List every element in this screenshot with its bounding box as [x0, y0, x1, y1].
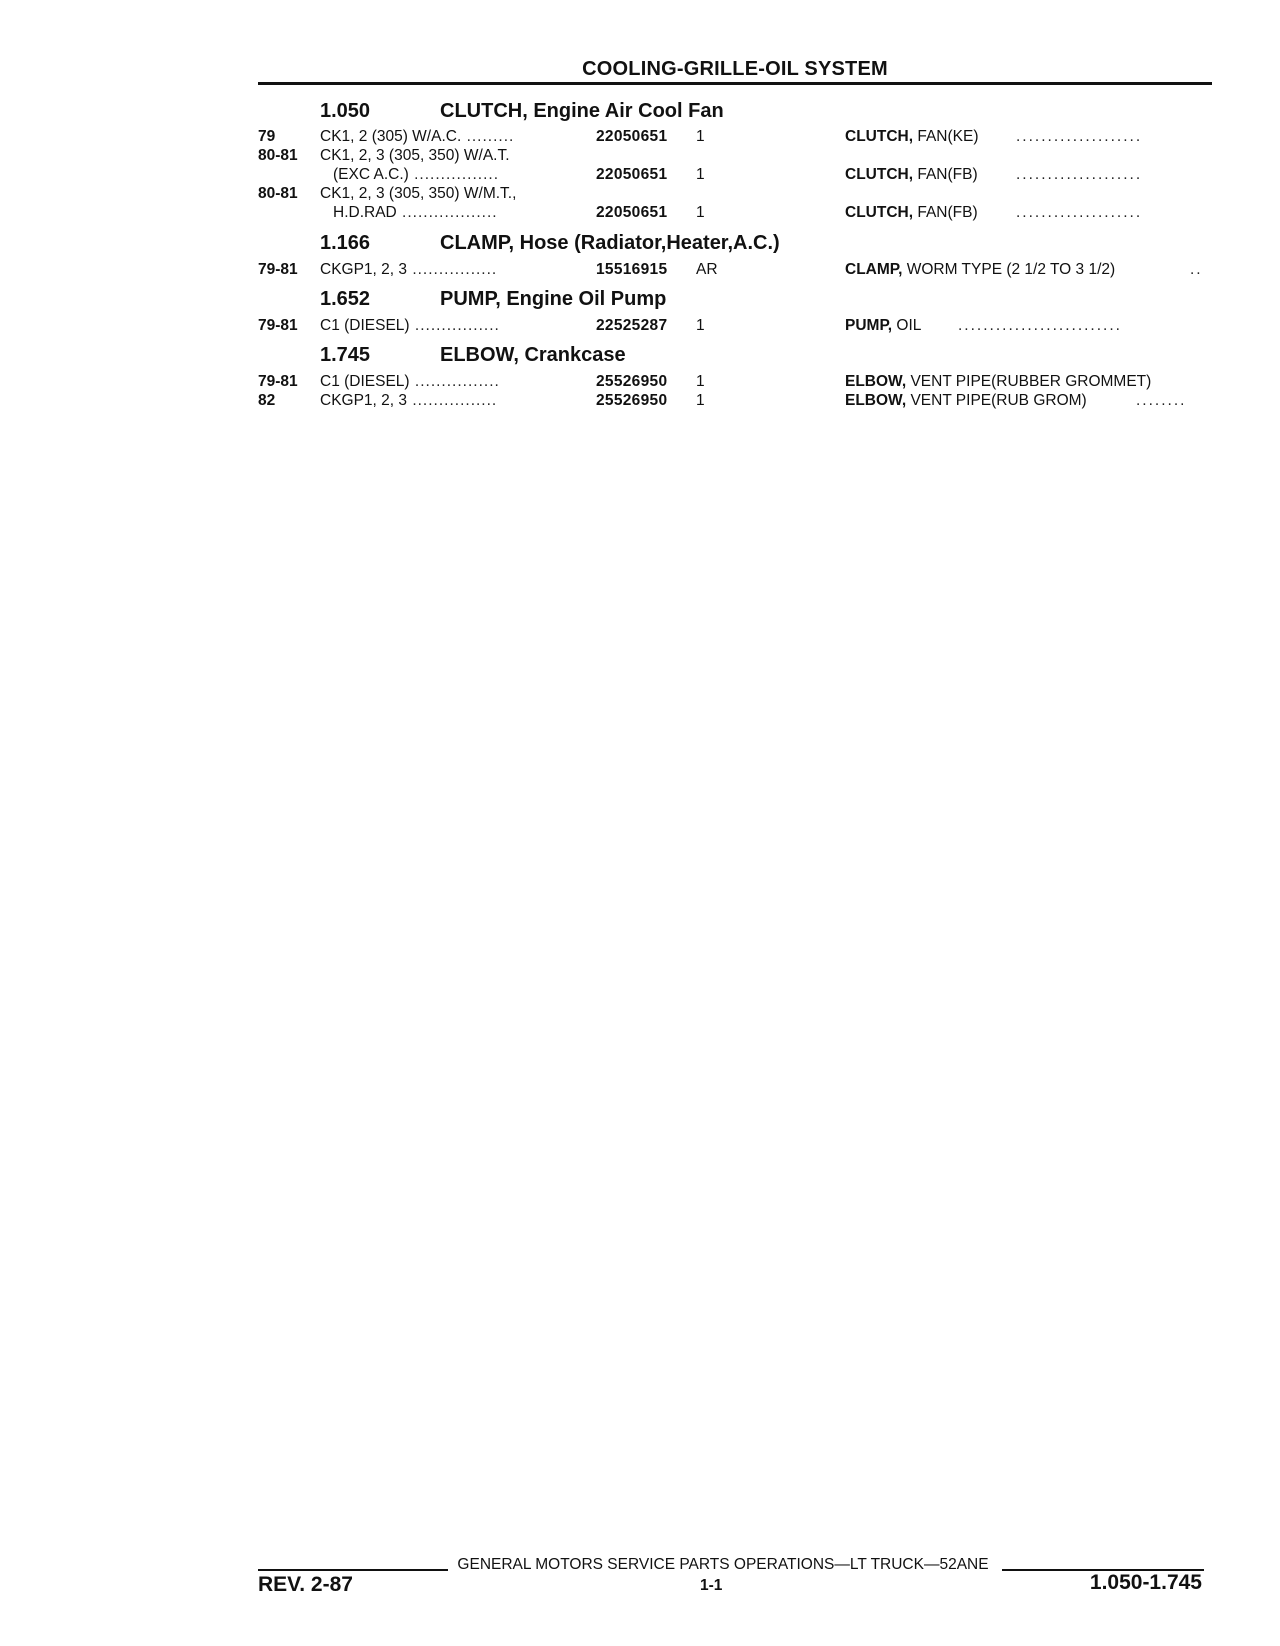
- description-text: FAN(FB): [913, 166, 978, 183]
- parts-row: [0, 392, 1280, 410]
- section-range: 1.050-1.745: [1089, 1571, 1202, 1594]
- leader-dots: ....................: [1016, 128, 1143, 145]
- revision-label: REV. 2-87: [258, 1573, 353, 1596]
- year-cell: 82: [258, 392, 276, 409]
- leader-dots: ................: [409, 373, 500, 390]
- year-cell: 80-81: [258, 147, 298, 164]
- model-cell: [333, 166, 499, 184]
- quantity: 1: [696, 204, 705, 221]
- leader-dots: ................: [409, 317, 500, 334]
- model-text: CKGP1, 2, 3: [320, 392, 408, 409]
- year-cell: 79: [258, 128, 276, 145]
- parts-row: [0, 373, 1280, 391]
- year-cell: 79-81: [258, 373, 298, 390]
- section-title: CLUTCH, Engine Air Cool Fan: [440, 100, 724, 122]
- leader-dots: .........: [461, 128, 515, 145]
- description-text: FAN(KE): [913, 128, 979, 145]
- model-text: (EXC A.C.): [333, 166, 409, 183]
- footer-publisher: GENERAL MOTORS SERVICE PARTS OPERATIONS—LT TRUCK—52ANE: [457, 1556, 989, 1573]
- year-cell: 80-81: [258, 185, 298, 202]
- description: [845, 373, 1151, 391]
- parts-row: [0, 261, 1280, 279]
- model-cell: CK1, 2, 3 (305, 350) W/M.T.,: [320, 185, 517, 202]
- parts-row: [0, 185, 1280, 203]
- quantity: 1: [696, 128, 705, 145]
- leader-dots: ..........................: [958, 317, 1122, 334]
- description-keyword: CLUTCH,: [845, 204, 914, 221]
- leader-dots: ................: [408, 166, 500, 183]
- section-number: 1.745: [320, 344, 371, 366]
- leader-dots: ................: [407, 261, 498, 278]
- model-cell: [320, 128, 514, 146]
- description-keyword: CLAMP,: [845, 261, 903, 278]
- quantity: 1: [696, 166, 705, 183]
- parts-row-continuation: [0, 166, 1280, 184]
- section-title: CLAMP, Hose (Radiator,Heater,A.C.): [440, 232, 780, 254]
- parts-row-continuation: [0, 204, 1280, 222]
- year-cell: 79-81: [258, 261, 298, 278]
- description: [845, 204, 978, 222]
- description-keyword: PUMP,: [845, 317, 893, 334]
- parts-row: [0, 147, 1280, 165]
- leader-dots: ................: [407, 392, 498, 409]
- part-number: 25526950: [596, 373, 668, 390]
- section-number: 1.652: [320, 288, 371, 310]
- quantity: 1: [696, 317, 705, 334]
- leader-dots: ..................: [396, 204, 498, 221]
- model-cell: [320, 261, 497, 279]
- section-number: 1.166: [320, 232, 371, 254]
- quantity: 1: [696, 392, 705, 409]
- part-number: 15516915: [596, 261, 668, 278]
- page-number: 1-1: [700, 1577, 723, 1594]
- leader-dots: ....................: [1016, 204, 1143, 221]
- model-text: CKGP1, 2, 3: [320, 261, 408, 278]
- model-cell: CK1, 2, 3 (305, 350) W/A.T.: [320, 147, 510, 164]
- description-keyword: ELBOW,: [845, 392, 907, 409]
- part-number: 25526950: [596, 392, 668, 409]
- description-keyword: ELBOW,: [845, 373, 907, 390]
- model-cell: [320, 373, 500, 391]
- model-cell: [320, 317, 500, 335]
- footer-rule: [258, 1569, 448, 1571]
- parts-row: [0, 128, 1280, 146]
- description-text: VENT PIPE(RUBBER GROMMET): [906, 373, 1152, 390]
- model-text: C1 (DIESEL): [320, 373, 410, 390]
- section-title: ELBOW, Crankcase: [440, 344, 626, 366]
- description-text: WORM TYPE (2 1/2 TO 3 1/2): [902, 261, 1116, 278]
- description-keyword: CLUTCH,: [845, 166, 914, 183]
- description-keyword: CLUTCH,: [845, 128, 914, 145]
- quantity: 1: [696, 373, 705, 390]
- description: [845, 317, 921, 335]
- model-text: CK1, 2 (305) W/A.C.: [320, 128, 462, 145]
- description-text: OIL: [892, 317, 922, 334]
- page-title: COOLING-GRILLE-OIL SYSTEM: [582, 58, 888, 80]
- model-cell: [333, 204, 498, 222]
- year-cell: 79-81: [258, 317, 298, 334]
- part-number: 22050651: [596, 128, 668, 145]
- section-title: PUMP, Engine Oil Pump: [440, 288, 667, 310]
- parts-row: [0, 317, 1280, 335]
- part-number: 22050651: [596, 166, 668, 183]
- part-number: 22525287: [596, 317, 668, 334]
- description: [845, 166, 978, 184]
- model-text: C1 (DIESEL): [320, 317, 410, 334]
- model-text: H.D.RAD: [333, 204, 397, 221]
- description: [845, 128, 978, 146]
- quantity: AR: [696, 261, 718, 278]
- title-rule: [258, 82, 1212, 85]
- description-text: VENT PIPE(RUB GROM): [906, 392, 1087, 409]
- description-text: FAN(FB): [913, 204, 978, 221]
- description: [845, 261, 1115, 279]
- model-cell: [320, 392, 497, 410]
- leader-dots: ........: [1136, 392, 1187, 409]
- leader-dots: ....................: [1016, 166, 1143, 183]
- description: [845, 392, 1087, 410]
- section-number: 1.050: [320, 100, 371, 122]
- part-number: 22050651: [596, 204, 668, 221]
- leader-dots: ..: [1190, 261, 1203, 278]
